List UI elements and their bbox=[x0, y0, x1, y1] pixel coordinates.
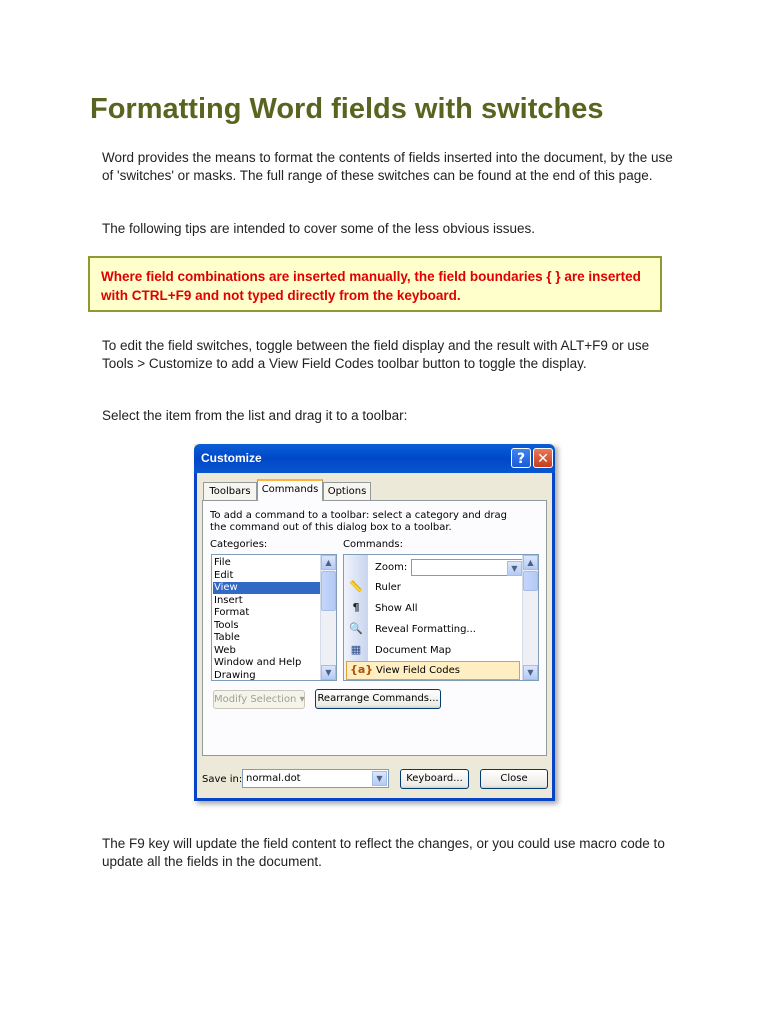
tab-options-label: Options bbox=[327, 486, 367, 497]
chevron-down-icon[interactable]: ▼ bbox=[372, 771, 387, 786]
list-item[interactable]: Web bbox=[214, 644, 236, 656]
document-map-icon: ▦ bbox=[350, 643, 362, 656]
dialog-titlebar bbox=[194, 444, 555, 473]
zoom-label: Zoom: bbox=[375, 562, 408, 573]
categories-scrollbar[interactable] bbox=[320, 555, 336, 680]
tab-toolbars[interactable] bbox=[203, 482, 257, 500]
list-item[interactable]: Tools bbox=[214, 619, 239, 631]
keyboard-button[interactable]: Keyboard... bbox=[400, 769, 469, 789]
commands-scrollbar[interactable] bbox=[522, 555, 538, 680]
tab-commands[interactable] bbox=[257, 479, 323, 501]
scroll-thumb[interactable] bbox=[523, 571, 538, 591]
commands-label: Commands: bbox=[343, 539, 403, 550]
list-item[interactable] bbox=[346, 578, 520, 598]
command-label: View Field Codes bbox=[376, 665, 460, 676]
warning-text: Where field combinations are inserted manually, the field boundaries { } are inserted with CTRL+F9 and not typed directly from the keyboard. bbox=[101, 269, 641, 303]
scroll-up-icon[interactable]: ▲ bbox=[523, 555, 538, 570]
command-label: Document Map bbox=[375, 645, 452, 656]
close-window-button[interactable] bbox=[533, 448, 553, 468]
scroll-down-icon[interactable]: ▼ bbox=[321, 665, 336, 680]
list-item-selected[interactable] bbox=[346, 661, 520, 680]
f9-paragraph: The F9 key will update the field content to reflect the changes, or you could use macro code to update all the fields in the document. bbox=[102, 836, 665, 869]
list-item[interactable] bbox=[346, 620, 520, 640]
reveal-formatting-icon: 🔍 bbox=[349, 622, 363, 635]
chevron-down-icon[interactable]: ▼ bbox=[507, 561, 522, 576]
help-button[interactable] bbox=[511, 448, 531, 468]
dialog-title: Customize bbox=[201, 451, 262, 465]
list-item[interactable]: Drawing bbox=[214, 669, 256, 681]
command-label: Show All bbox=[375, 603, 418, 614]
scroll-up-icon[interactable]: ▲ bbox=[321, 555, 336, 570]
dialog-border-right bbox=[552, 473, 555, 801]
list-item-selected[interactable]: View bbox=[213, 582, 320, 594]
commands-list[interactable] bbox=[343, 554, 539, 681]
rearrange-commands-button[interactable]: Rearrange Commands... bbox=[315, 689, 441, 709]
tab-commands-label: Commands bbox=[261, 484, 319, 495]
modify-selection-button[interactable]: Modify Selection ▾ bbox=[213, 690, 305, 709]
categories-label: Categories: bbox=[210, 539, 268, 550]
tab-toolbars-label: Toolbars bbox=[209, 486, 251, 497]
command-label: Ruler bbox=[375, 582, 401, 593]
save-in-label: Save in: bbox=[202, 774, 243, 785]
dialog-border-bottom bbox=[194, 798, 555, 801]
list-item[interactable] bbox=[346, 599, 520, 619]
zoom-combo[interactable] bbox=[411, 559, 524, 576]
help-icon: ? bbox=[516, 451, 526, 467]
list-item-zoom[interactable] bbox=[346, 557, 520, 577]
list-item[interactable]: Insert bbox=[214, 594, 243, 606]
list-item[interactable]: File bbox=[214, 557, 231, 568]
ruler-icon: 📏 bbox=[349, 580, 363, 593]
list-item[interactable]: Table bbox=[214, 632, 240, 643]
close-button[interactable]: Close bbox=[480, 769, 548, 789]
page-title: Formatting Word fields with switches bbox=[90, 93, 604, 125]
dialog-instructions: To add a command to a toolbar: select a category and drag the command out of this dialog box to a toolbar. bbox=[210, 510, 508, 533]
commands-panel bbox=[202, 500, 547, 756]
list-item[interactable] bbox=[346, 641, 520, 661]
customize-dialog bbox=[194, 444, 555, 801]
save-in-combo[interactable] bbox=[242, 769, 389, 788]
scroll-thumb[interactable] bbox=[321, 571, 336, 611]
list-item[interactable]: Format bbox=[214, 607, 250, 618]
select-paragraph: Select the item from the list and drag it to a toolbar: bbox=[102, 408, 408, 423]
pilcrow-icon: ¶ bbox=[352, 601, 360, 614]
intro-paragraph: Word provides the means to format the contents of fields inserted into the document, by the use of 'switches' or masks. The full range of these switches can be found at the end of this page. bbox=[102, 150, 673, 183]
close-icon: ✕ bbox=[537, 451, 549, 467]
scroll-down-icon[interactable]: ▼ bbox=[523, 665, 538, 680]
field-codes-icon: {a} bbox=[350, 663, 374, 676]
tab-options[interactable] bbox=[323, 482, 371, 500]
tips-paragraph: The following tips are intended to cover some of the less obvious issues. bbox=[102, 221, 535, 236]
list-item[interactable]: Window and Help bbox=[214, 657, 302, 668]
categories-list[interactable] bbox=[211, 554, 337, 681]
command-label: Reveal Formatting... bbox=[375, 624, 476, 635]
warning-box bbox=[88, 256, 662, 312]
edit-paragraph: To edit the field switches, toggle between the field display and the result with ALT+F9 or use Tools > Customize to add a View Field Codes toolbar button to toggle the display. bbox=[102, 338, 650, 371]
list-item[interactable]: Edit bbox=[214, 569, 234, 581]
dialog-border-left bbox=[194, 473, 197, 801]
save-in-value: normal.dot bbox=[246, 773, 301, 784]
